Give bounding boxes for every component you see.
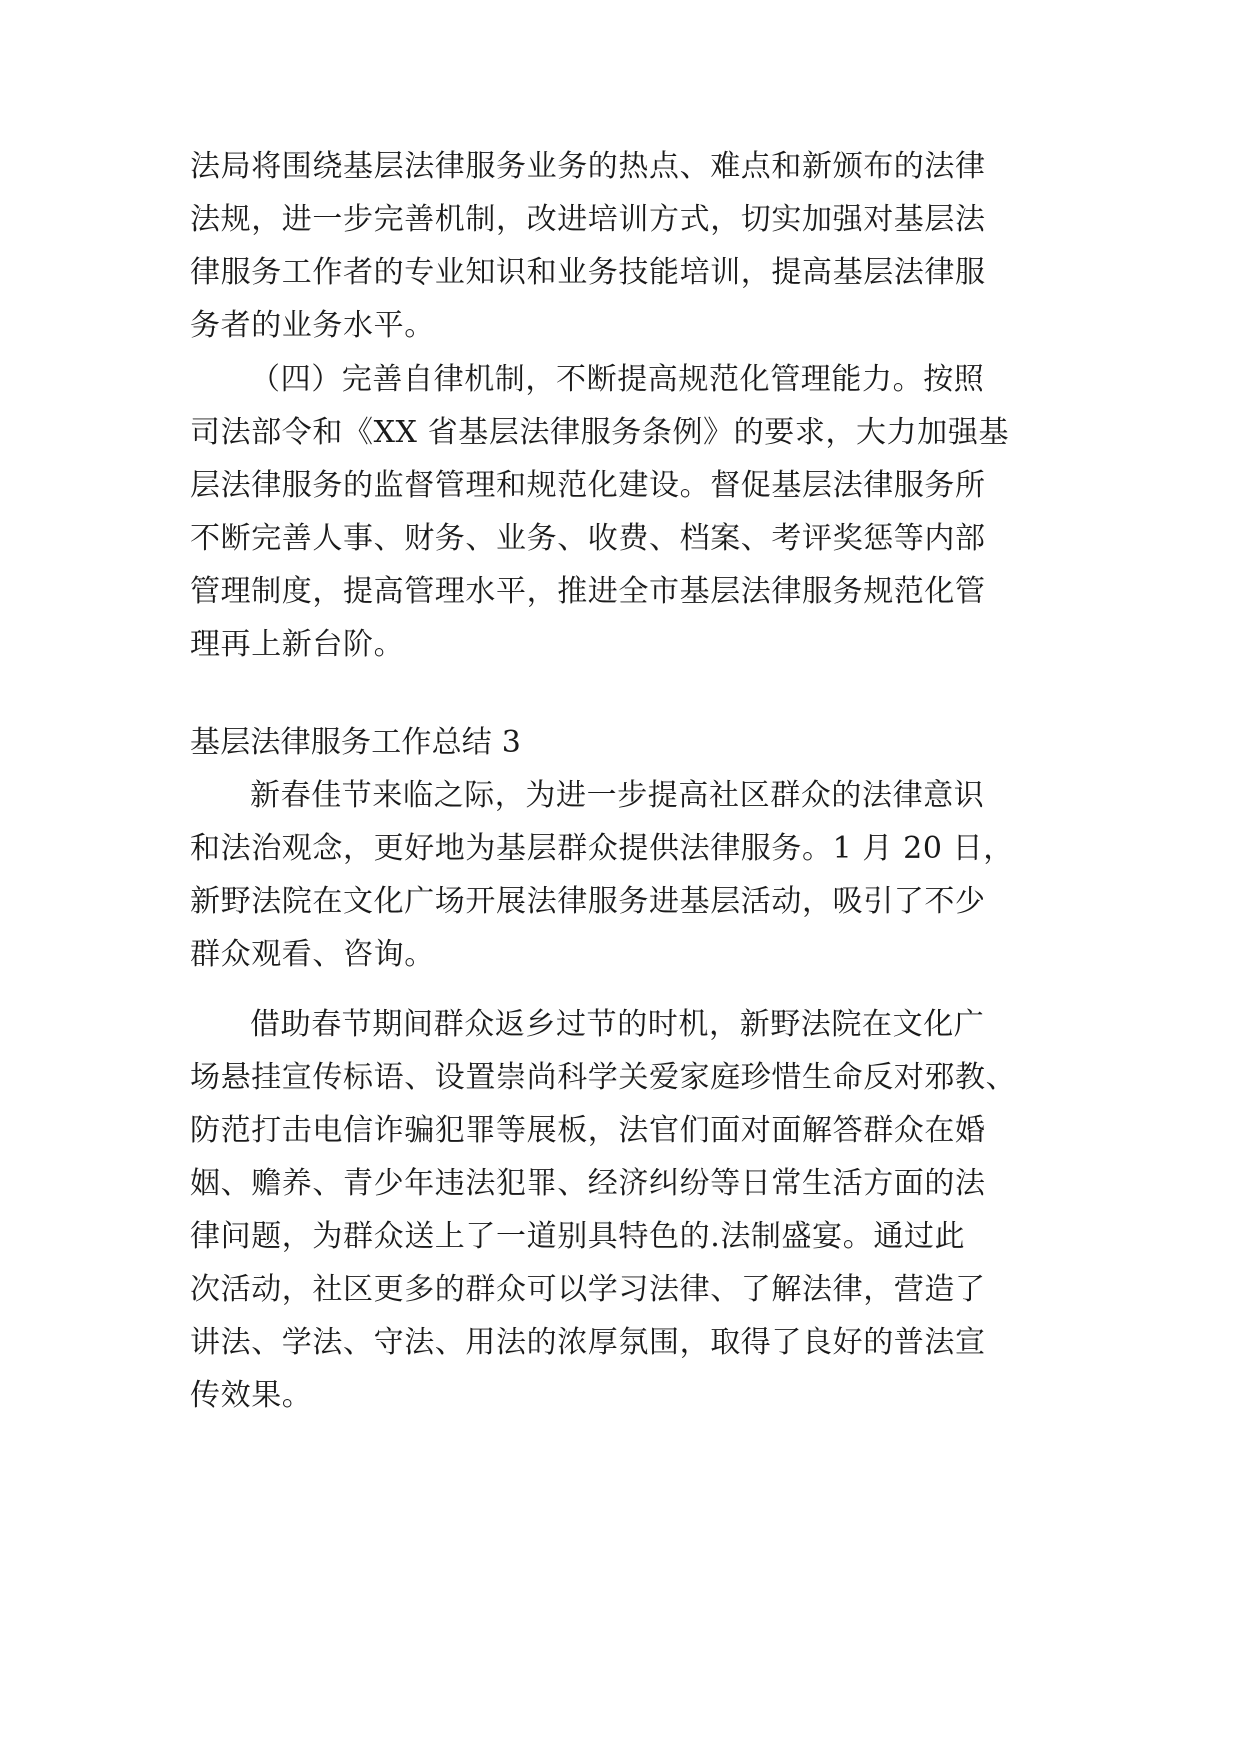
- paragraph-line: 传效果。: [190, 1378, 313, 1413]
- paragraph-line: 律问题，为群众送上了一道别具特色的.法制盛宴。通过此: [190, 1219, 966, 1254]
- paragraph-line: 借助春节期间群众返乡过节的时机，新野法院在文化广: [250, 1007, 985, 1042]
- paragraph-line: 新春佳节来临之际，为进一步提高社区群众的法律意识: [250, 778, 985, 813]
- paragraph-line: 群众观看、咨询。: [190, 937, 435, 972]
- paragraph-line: 律服务工作者的专业知识和业务技能培训，提高基层法律服: [190, 255, 986, 290]
- paragraph-line: 新野法院在文化广场开展法律服务进基层活动，吸引了不少: [190, 884, 986, 919]
- paragraph-line: 讲法、学法、守法、用法的浓厚氛围，取得了良好的普法宣: [190, 1325, 986, 1360]
- paragraph-line: 司法部令和《XX 省基层法律服务条例》的要求，大力加强基: [190, 415, 1010, 450]
- paragraph-line: 次活动，社区更多的群众可以学习法律、了解法律，营造了: [190, 1272, 986, 1307]
- paragraph-line: 层法律服务的监督管理和规范化建设。督促基层法律服务所: [190, 468, 986, 503]
- paragraph-line: （四）完善自律机制，不断提高规范化管理能力。按照: [250, 362, 985, 397]
- paragraph-line: 和法治观念，更好地为基层群众提供法律服务。1 月 20 日，: [190, 831, 1014, 866]
- paragraph-line: 管理制度，提高管理水平，推进全市基层法律服务规范化管: [190, 574, 986, 609]
- paragraph-line: 防范打击电信诈骗犯罪等展板，法官们面对面解答群众在婚: [190, 1113, 986, 1148]
- paragraph-line: 姻、赡养、青少年违法犯罪、经济纠纷等日常生活方面的法: [190, 1166, 986, 1201]
- paragraph-line: 不断完善人事、财务、业务、收费、档案、考评奖惩等内部: [190, 521, 986, 556]
- paragraph-line: 务者的业务水平。: [190, 308, 435, 343]
- section-title: 基层法律服务工作总结 3: [190, 725, 522, 760]
- paragraph-line: 法局将围绕基层法律服务业务的热点、难点和新颁布的法律: [190, 149, 986, 184]
- paragraph-line: 法规，进一步完善机制，改进培训方式，切实加强对基层法: [190, 202, 986, 237]
- paragraph-line: 理再上新台阶。: [190, 627, 405, 662]
- paragraph-line: 场悬挂宣传标语、设置崇尚科学关爱家庭珍惜生命反对邪教、: [190, 1060, 1017, 1095]
